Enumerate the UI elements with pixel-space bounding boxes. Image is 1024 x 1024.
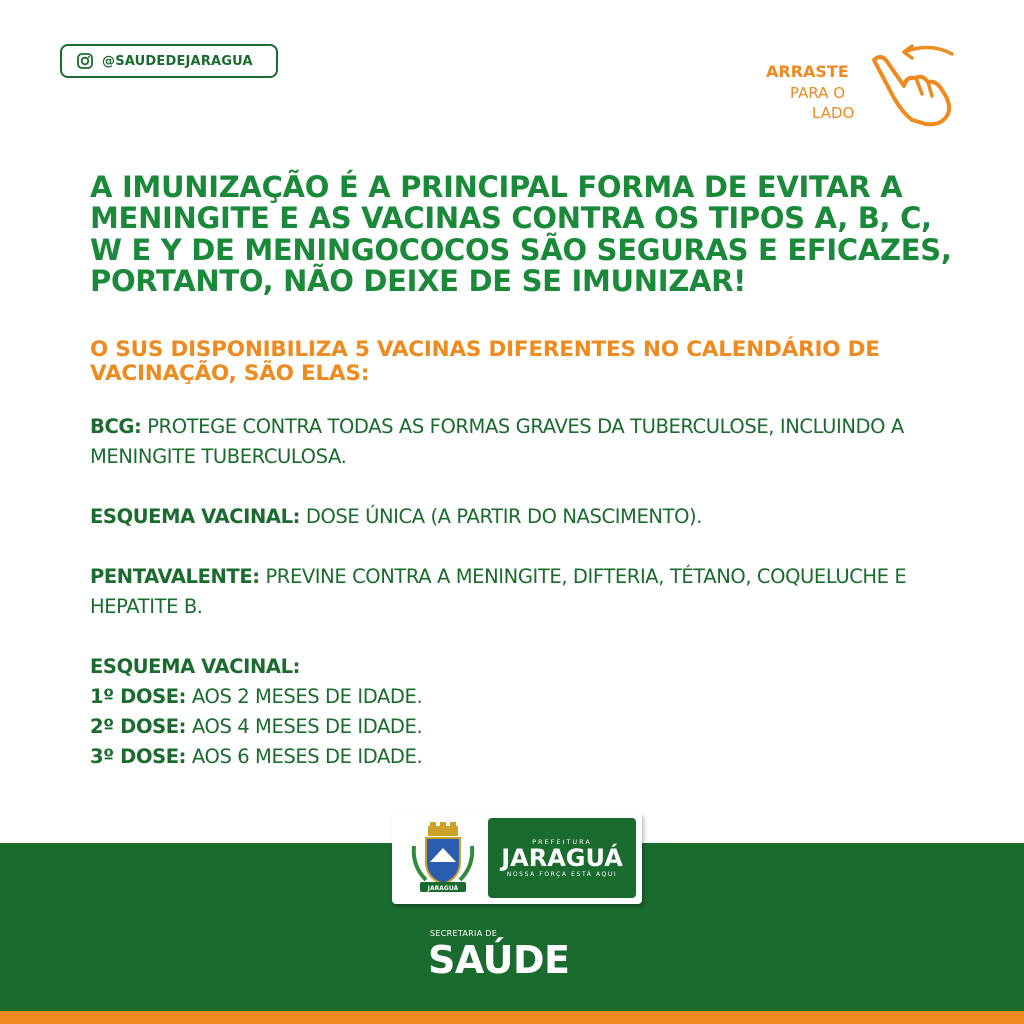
bcg-paragraph <box>90 412 970 472</box>
bcg-text: PROTEGE CONTRA TODAS AS FORMAS GRAVES DA TUBERCULOSE, INCLUINDO A MENINGITE TUBERCULOSA. <box>90 415 904 468</box>
logo-wordmark <box>488 818 636 898</box>
penta-schedule-heading <box>90 652 970 682</box>
subheadline: O SUS DISPONIBILIZA 5 VACINAS DIFERENTES NO CALENDÁRIO DE VACINAÇÃO, SÃO ELAS: <box>90 337 880 386</box>
instagram-handle: @SAUDEDEJARAGUA <box>102 53 253 69</box>
dose-2-text: AOS 4 MESES DE IDADE. <box>186 715 423 738</box>
vaccine-list <box>90 412 970 772</box>
bcg-label: BCG: <box>90 415 142 438</box>
instagram-handle-badge[interactable] <box>60 44 278 78</box>
dose-3-text: AOS 6 MESES DE IDADE. <box>186 745 423 768</box>
swipe-hint-line2: PARA O <box>790 84 845 102</box>
pentavalente-label: PENTAVALENTE: <box>90 565 260 588</box>
pentavalente-text: PREVINE CONTRA A MENINGITE, DIFTERIA, TÉTANO, COQUELUCHE E HEPATITE B. <box>90 565 907 618</box>
swipe-hint <box>760 42 960 132</box>
dose-1-label: 1º DOSE: <box>90 685 187 708</box>
secretaria-title: SAÚDE <box>428 938 570 982</box>
bcg-schedule-paragraph <box>90 502 970 532</box>
bcg-schedule-label: ESQUEMA VACINAL: <box>90 505 301 528</box>
penta-schedule-label: ESQUEMA VACINAL: <box>90 655 301 678</box>
swipe-hint-line3: LADO <box>812 104 855 122</box>
city-crest-icon <box>406 822 480 896</box>
logo-prefeitura: PREFEITURA <box>532 837 592 846</box>
logo-slogan: NOSSA FORÇA ESTÁ AQUI <box>506 871 618 879</box>
dose-3-label: 3º DOSE: <box>90 745 187 768</box>
headline: A IMUNIZAÇÃO É A PRINCIPAL FORMA DE EVITAR A MENINGITE E AS VACINAS CONTRA OS TIPOS A, B, C, W E Y DE MENINGOCOCOS SÃO SEGURAS E EFICAZES, PORTANTO, NÃO DEIXE DE SE IMUNIZAR! <box>90 170 952 298</box>
dose-line-3 <box>90 742 970 772</box>
dose-line-2 <box>90 712 970 742</box>
prefeitura-logo <box>392 812 642 904</box>
logo-city: JARAGUÁ <box>501 843 623 872</box>
dose-line-1 <box>90 682 970 712</box>
footer-accent-strip <box>0 1011 1024 1024</box>
dose-1-text: AOS 2 MESES DE IDADE. <box>186 685 423 708</box>
bcg-schedule-text: DOSE ÚNICA (A PARTIR DO NASCIMENTO). <box>300 505 703 528</box>
secretaria-label: SECRETARIA DE <box>430 929 498 938</box>
swipe-hand-icon <box>864 42 960 132</box>
crest-ribbon-text: JARAGUÁ <box>427 885 459 892</box>
dose-2-label: 2º DOSE: <box>90 715 187 738</box>
swipe-hint-line1: ARRASTE <box>766 62 849 81</box>
pentavalente-paragraph <box>90 562 970 622</box>
instagram-icon <box>76 52 94 70</box>
